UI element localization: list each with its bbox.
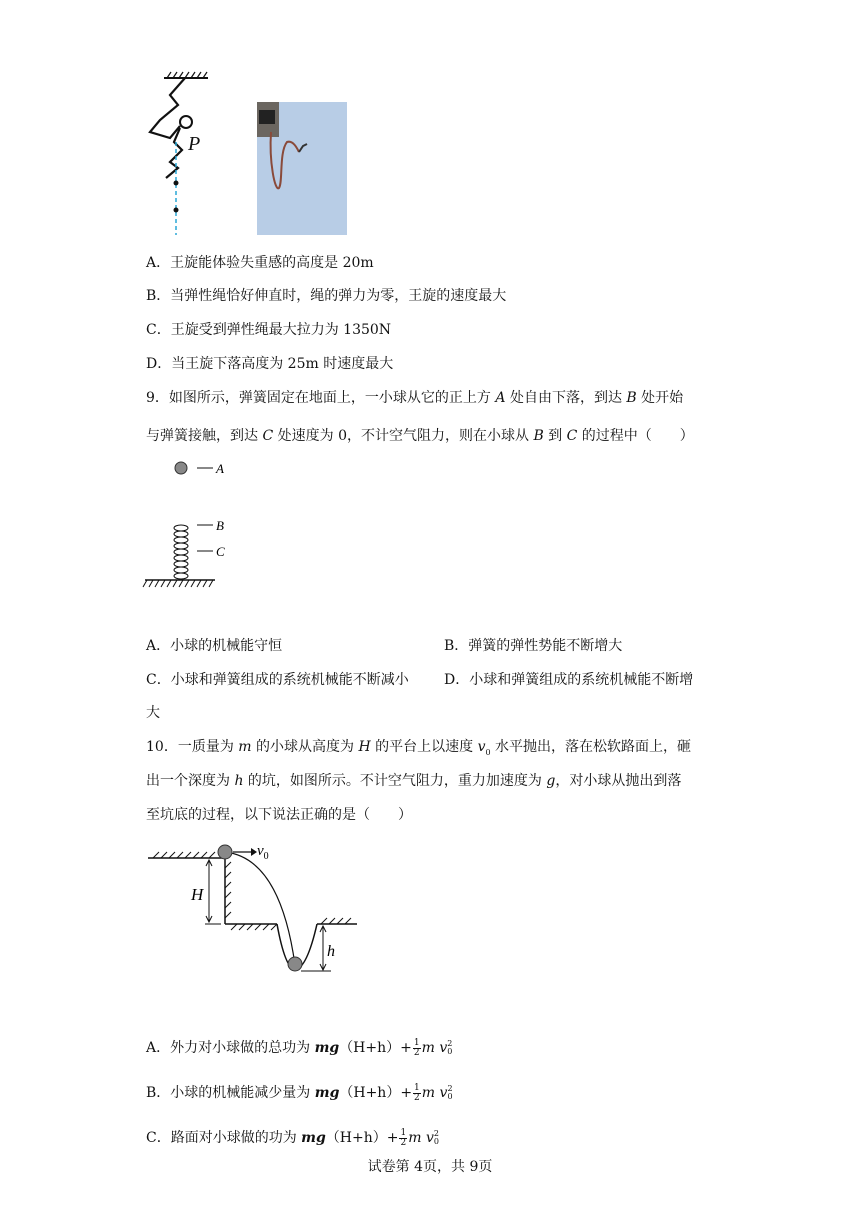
bungee-diagram xyxy=(140,70,220,240)
bungee-photo xyxy=(257,102,347,235)
q10-option-c: C．路面对小球做的功为 mg（H+h）+ $\frac{1}{2}$ m v 2 0 xyxy=(146,1127,439,1148)
q9-stem-line2: 与弹簧接触，到达 C 处速度为 0，不计空气阻力，则在小球从 B 到 C 的过程中（ ） xyxy=(146,428,694,444)
projectile-diagram xyxy=(145,838,365,983)
q10-stem-line3: 至坑底的过程，以下说法正确的是（ ） xyxy=(146,807,412,823)
q8-option-c: C．王旋受到弹性绳最大拉力为 1350N xyxy=(146,322,392,338)
q9-option-a: A．小球的机械能守恒 xyxy=(146,638,283,654)
q9-option-d: D．小球和弹簧组成的系统机械能不断增 xyxy=(444,672,694,688)
q10-option-a: A．外力对小球做的总功为 mg（H+h）+ $\frac{1}{2}$ m v 2 0 xyxy=(146,1037,453,1058)
label-c: C xyxy=(216,544,225,559)
q9-option-b: B．弹簧的弹性势能不断增大 xyxy=(444,638,623,654)
label-h-small: h xyxy=(327,943,335,960)
q8-option-b: B．当弹性绳恰好伸直时，绳的弹力为零，王旋的速度最大 xyxy=(146,288,507,304)
q10-stem-line1: 10．一质量为 m 的小球从高度为 H 的平台上以速度 $v_0$ 水平抛出，落在松软路面上，砸 xyxy=(146,739,692,757)
spring-diagram xyxy=(143,455,243,595)
label-b: B xyxy=(216,518,224,533)
label-v0: $v_0$ xyxy=(257,843,269,862)
q9-option-c: C．小球和弹簧组成的系统机械能不断减小 xyxy=(146,672,409,688)
q10-stem-line2: 出一个深度为 h 的坑，如图所示。不计空气阻力，重力加速度为 g，对小球从抛出到落 xyxy=(146,773,682,789)
page-footer: 试卷第 4页，共 9页 xyxy=(367,1159,493,1175)
label-a: A xyxy=(216,461,224,476)
q10-option-b: B．小球的机械能减少量为 mg（H+h）+ $\frac{1}{2}$ m v 2 0 xyxy=(146,1082,453,1103)
q9-stem-line1: 9．如图所示，弹簧固定在地面上，一小球从它的正上方 A 处自由下落，到达 B 处开始 xyxy=(146,390,684,406)
q8-option-a: A．王旋能体验失重感的高度是 20m xyxy=(146,255,374,271)
label-h-big: H xyxy=(191,885,204,904)
q8-option-d: D．当王旋下落高度为 25m 时速度最大 xyxy=(146,356,394,372)
q9-option-d-cont: 大 xyxy=(146,705,160,721)
label-p: P xyxy=(188,133,201,155)
